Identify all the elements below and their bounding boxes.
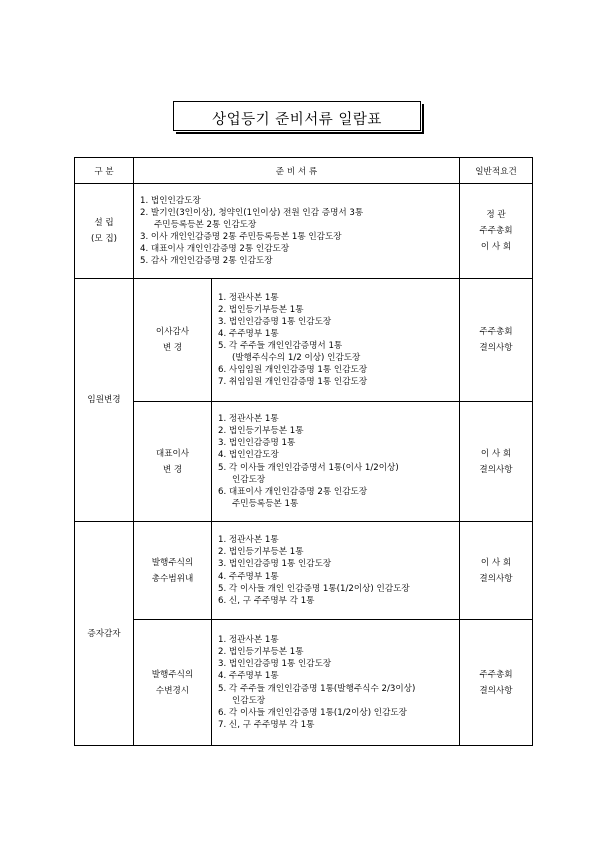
document-item: 주민등록등본 2통 인감도장	[154, 219, 257, 230]
table-body	[75, 184, 533, 746]
requirement-label: 결의사항	[479, 464, 513, 475]
subcategory-label: 변 경	[162, 343, 183, 353]
requirement-label: 이 사 회	[480, 242, 512, 252]
requirement-cell	[460, 279, 533, 402]
table-row	[75, 522, 533, 620]
documents-cell	[134, 184, 460, 279]
document-item: 1. 정관사본 1통	[218, 635, 279, 646]
document-item: 2. 발기인(3인이상), 청약인(1인이상) 전원 인감 증명서 3통	[140, 207, 364, 218]
subcategory-label: 수변경시	[155, 685, 190, 696]
table-row	[75, 279, 533, 402]
category-label: 임원변경	[87, 395, 121, 405]
header-requirement: 일반적요건	[460, 158, 533, 184]
subcategory-label: 발행주식의	[151, 669, 194, 680]
document-item: 1. 정관사본 1통	[218, 535, 279, 546]
document-item: 3. 법인인감증명 1통 인감도장	[218, 316, 332, 327]
table-row	[75, 184, 533, 279]
document-item: 5. 감사 개인인감증명 2통 인감도장	[140, 256, 273, 267]
header-documents: 준 비 서 류	[134, 158, 460, 184]
document-item: 6. 사임임원 개인인감증명 1통 인감도장	[218, 365, 368, 376]
document-item: 3. 이사 개인인감증명 2통 주민등록등본 1통 인감도장	[140, 232, 342, 242]
document-item: 5. 각 주주들 개인인감증명서 1통	[218, 341, 343, 351]
document-item: 1. 정관사본 1통	[218, 292, 279, 303]
subcategory-label: 대표이사	[155, 448, 190, 459]
document-item: 인감도장	[232, 474, 266, 485]
document-item: 5. 각 이사들 개인 인감증명 1통(1/2이상) 인감도장	[218, 583, 410, 594]
requirement-cell	[460, 402, 533, 522]
document-item: 6. 대표이사 개인인감증명 2통 인감도장	[218, 486, 368, 497]
document-item: 2. 법인등기부등본 1통	[218, 547, 304, 558]
requirement-label: 주주총회	[479, 669, 513, 680]
document-item: 1. 정관사본 1통	[218, 414, 279, 425]
table-header-row	[75, 158, 533, 184]
category-label: (모 집)	[90, 234, 118, 244]
subcategory-label: 총수범위내	[151, 573, 194, 584]
requirement-label: 주주총회	[479, 327, 513, 337]
requirement-label: 정 관	[486, 210, 506, 220]
document-item: (발행주식수의 1/2 이상) 인감도장	[232, 353, 361, 364]
header-category: 구 분	[75, 158, 134, 184]
documents-cell	[212, 522, 460, 620]
document-item: 3. 법인인감증명 1통 인감도장	[218, 659, 332, 670]
requirement-label: 이 사 회	[480, 448, 512, 459]
document-item: 3. 법인인감증명 1통 인감도장	[218, 559, 332, 570]
document-item: 7. 취임임원 개인인감증명 1통 인감도장	[218, 377, 368, 388]
category-label: 증자감자	[87, 628, 121, 639]
title-box	[173, 101, 421, 131]
document-item: 6. 각 이사들 개인인감증명 1통(1/2이상) 인감도장	[218, 707, 407, 718]
category-cell	[75, 279, 134, 522]
subcategory-cell	[134, 620, 212, 746]
requirement-label: 결의사항	[479, 573, 513, 584]
documents-cell	[212, 279, 460, 402]
document-item: 인감도장	[232, 695, 266, 706]
document-item: 4. 대표이사 개인인감증명 2통 인감도장	[140, 244, 290, 255]
table-row	[75, 620, 533, 746]
document-item: 5. 각 이사들 개인인감증명서 1통(이사 1/2이상)	[218, 462, 399, 473]
requirement-cell	[460, 620, 533, 746]
subcategory-label: 발행주식의	[151, 557, 194, 568]
document-item: 주민등록등본 1통	[232, 498, 299, 509]
documents-cell	[212, 402, 460, 522]
document-item: 4. 주주명부 1통	[218, 671, 279, 682]
document-item: 4. 주주명부 1통	[218, 571, 279, 582]
requirement-label: 결의사항	[479, 343, 513, 353]
documents-cell	[212, 620, 460, 746]
subcategory-cell	[134, 522, 212, 620]
document-item: 7. 신, 구 주주명부 각 1통	[218, 719, 315, 730]
subcategory-label: 이사감사	[155, 327, 190, 337]
document-item: 1. 법인인감도장	[140, 195, 201, 206]
requirement-label: 이 사 회	[480, 557, 512, 568]
subcategory-label: 변 경	[162, 464, 183, 475]
requirement-label: 결의사항	[479, 685, 513, 696]
document-item: 5. 각 주주들 개인인감증명 1통(발행주식수 2/3이상)	[218, 683, 416, 694]
document-item: 4. 주주명부 1통	[218, 328, 279, 339]
page-title: 상업등기 준비서류 일람표	[212, 112, 382, 128]
document-item: 2. 법인등기부등본 1통	[218, 426, 304, 437]
requirement-label: 주주총회	[479, 226, 513, 236]
category-label: 설 립	[94, 218, 114, 228]
document-item: 3. 법인인감증명 1통	[218, 438, 296, 449]
document-item: 6. 신, 구 주주명부 각 1통	[218, 595, 315, 606]
requirement-cell	[460, 522, 533, 620]
document-item: 2. 법인등기부등본 1통	[218, 647, 304, 658]
requirement-cell	[460, 184, 533, 279]
subcategory-cell	[134, 279, 212, 402]
document-item: 4. 법인인감도장	[218, 450, 279, 461]
category-cell	[75, 522, 134, 746]
documents-table	[74, 157, 533, 746]
subcategory-cell	[134, 402, 212, 522]
table-row	[75, 402, 533, 522]
category-cell	[75, 184, 134, 279]
document-item: 2. 법인등기부등본 1통	[218, 304, 304, 315]
